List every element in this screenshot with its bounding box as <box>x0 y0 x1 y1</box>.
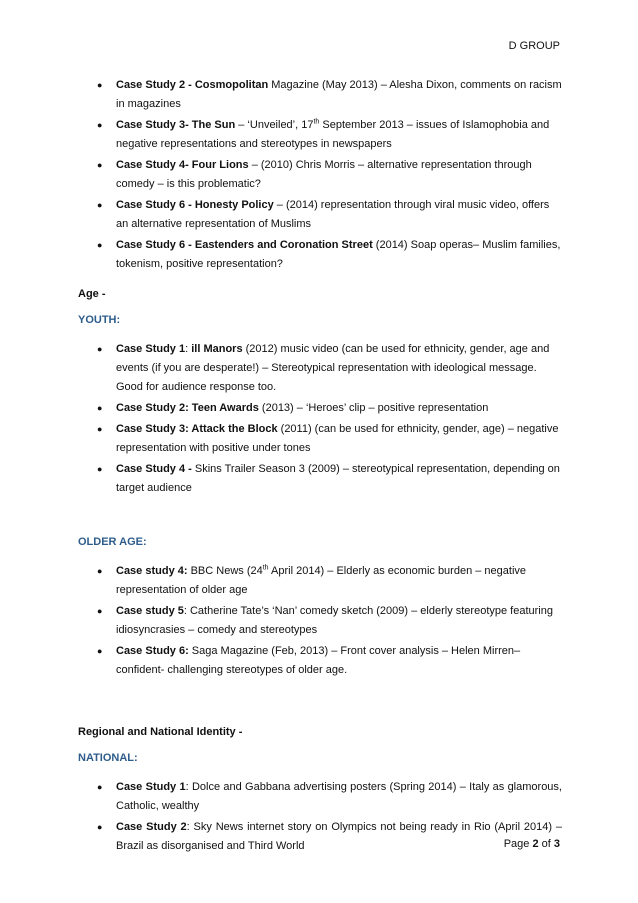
list-item: ● Case Study 6 - Honesty Policy – (2014) representation through viral music video, offers an alternative representation of Muslims <box>78 196 562 234</box>
page-header: D GROUP <box>508 40 560 52</box>
list-item: ● Case Study 2: Sky News internet story on Olympics not being ready in Rio (April 2014) – Brazil as disorganised and Third World <box>78 818 562 856</box>
list-item: ● Case study 4: BBC News (24th April 2014) – Elderly as economic burden – negative representation of older age <box>78 562 562 600</box>
bullet-icon: ● <box>97 782 103 792</box>
list-item: ● Case Study 1: ill Manors (2012) music video (can be used for ethnicity, gender, age and events (if you are desperate!) – Stereotypical representation with ideological message. Good for audience response too. <box>78 340 562 397</box>
list-item: ● Case Study 2 - Cosmopolitan Magazine (May 2013) – Alesha Dixon, comments on racism in magazines <box>78 76 562 114</box>
youth-heading: YOUTH: <box>78 314 121 326</box>
top-case-study-list <box>78 76 562 274</box>
list-item: ● Case Study 3- The Sun – ‘Unveiled’, 17th September 2013 – issues of Islamophobia and negative representations and stereotypes in newspapers <box>78 116 562 154</box>
list-item: ● Case study 5: Catherine Tate’s ‘Nan’ comedy sketch (2009) – elderly stereotype featuring idiosyncrasies – comedy and stereotypes <box>78 602 562 640</box>
list-item: ● Case Study 6 - Eastenders and Coronation Street (2014) Soap operas– Muslim families, tokenism, positive representation? <box>78 236 562 274</box>
list-item: ● Case Study 3: Attack the Block (2011) (can be used for ethnicity, gender, age) – negative representation with positive under tones <box>78 420 562 458</box>
bullet-icon: ● <box>97 120 103 130</box>
bullet-icon: ● <box>97 566 103 576</box>
bullet-icon: ● <box>97 606 103 616</box>
list-item: ● Case Study 4- Four Lions – (2010) Chris Morris – alternative representation through comedy – is this problematic? <box>78 156 562 194</box>
youth-case-study-list <box>78 340 562 498</box>
bullet-icon: ● <box>97 200 103 210</box>
bullet-icon: ● <box>97 424 103 434</box>
older-age-heading: OLDER AGE: <box>78 536 147 548</box>
document-content <box>78 76 562 858</box>
bullet-icon: ● <box>97 822 103 832</box>
bullet-icon: ● <box>97 403 103 413</box>
page-footer: Page 2 of 3 <box>503 838 560 850</box>
bullet-icon: ● <box>97 344 103 354</box>
list-item: ● Case Study 4 - Skins Trailer Season 3 (2009) – stereotypical representation, depending on target audience <box>78 460 562 498</box>
age-heading: Age - <box>78 288 106 300</box>
national-heading: NATIONAL: <box>78 752 138 764</box>
older-case-study-list <box>78 562 562 680</box>
list-item: ● Case Study 1: Dolce and Gabbana advertising posters (Spring 2014) – Italy as glamorous, Catholic, wealthy <box>78 778 562 816</box>
bullet-icon: ● <box>97 80 103 90</box>
regional-national-heading: Regional and National Identity - <box>78 726 243 738</box>
bullet-icon: ● <box>97 646 103 656</box>
list-item: ● Case Study 2: Teen Awards (2013) – ‘Heroes’ clip – positive representation <box>78 399 562 418</box>
bullet-icon: ● <box>97 240 103 250</box>
bullet-icon: ● <box>97 160 103 170</box>
bullet-icon: ● <box>97 464 103 474</box>
national-case-study-list <box>78 778 562 856</box>
list-item: ● Case Study 6: Saga Magazine (Feb, 2013) – Front cover analysis – Helen Mirren– confident- challenging stereotypes of older age. <box>78 642 562 680</box>
